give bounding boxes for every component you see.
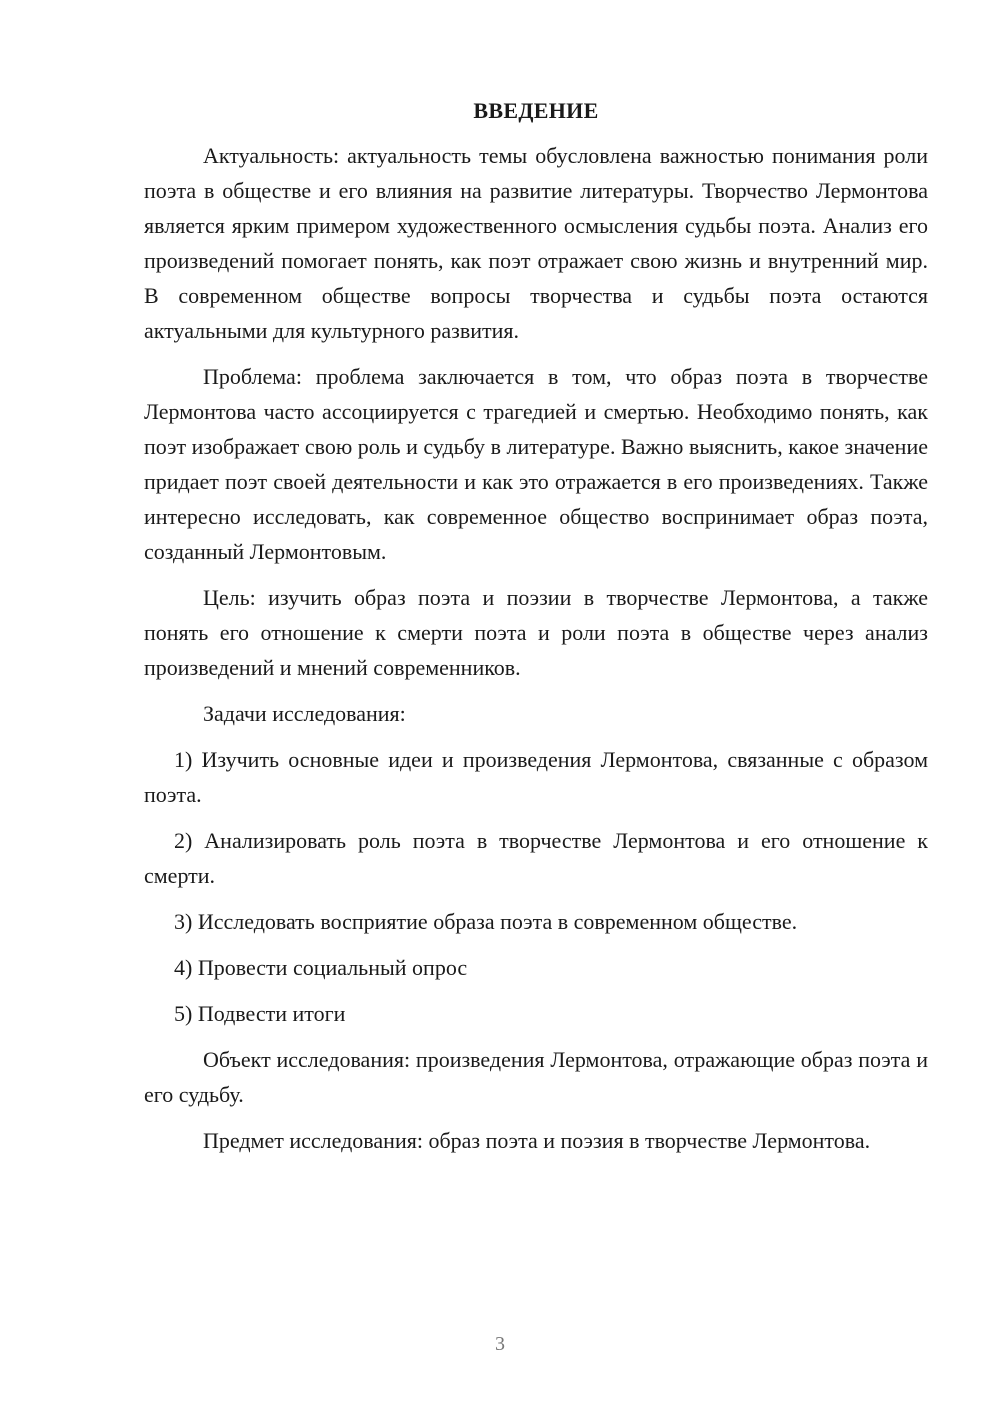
document-page (144, 96, 928, 1169)
subject-paragraph: Предмет исследования: образ поэта и поэзия в творчестве Лермонтова. (203, 1128, 871, 1153)
task-item-4: 4) Провести социальный опрос (174, 955, 468, 980)
page-number: 3 (495, 1333, 505, 1355)
problem-paragraph: Проблема: проблема заключается в том, что образ поэта в творчестве Лермонтова часто ассоциируется с трагедией и смертью. Необходимо понять, как поэт изображает свою роль и судьбу в литературе. Важно выяснить, какое значение придает поэт своей деятельности и как это отражается в его произведениях. Также интересно исследовать, как современное общество воспринимает образ поэта, созданный Лермонтовым. (144, 364, 928, 564)
task-item-3: 3) Исследовать восприятие образа поэта в современном обществе. (174, 909, 798, 934)
goal-paragraph: Цель: изучить образ поэта и поэзии в творчестве Лермонтова, а также понять его отношение к смерти поэта и роли поэта в обществе через анализ произведений и мнений современников. (144, 585, 928, 680)
task-item-2: 2) Анализировать роль поэта в творчестве Лермонтова и его отношение к смерти. (144, 828, 928, 888)
object-paragraph: Объект исследования: произведения Лермонтова, отражающие образ поэта и его судьбу. (144, 1047, 928, 1107)
section-title: ВВЕДЕНИЕ (473, 98, 599, 123)
relevance-paragraph: Актуальность: актуальность темы обусловлена важностью понимания роли поэта в обществе и его влияния на развитие литературы. Творчество Лермонтова является ярким примером художественного осмысления судьбы поэта. Анализ его произведений помогает понять, как поэт отражает свою жизнь и внутренний мир. В современном обществе вопросы творчества и судьбы поэта остаются актуальными для культурного развития. (144, 143, 928, 343)
task-item-5: 5) Подвести итоги (174, 1001, 346, 1026)
tasks-heading: Задачи исследования: (203, 701, 406, 726)
task-item-1: 1) Изучить основные идеи и произведения Лермонтова, связанные с образом поэта. (144, 747, 928, 807)
